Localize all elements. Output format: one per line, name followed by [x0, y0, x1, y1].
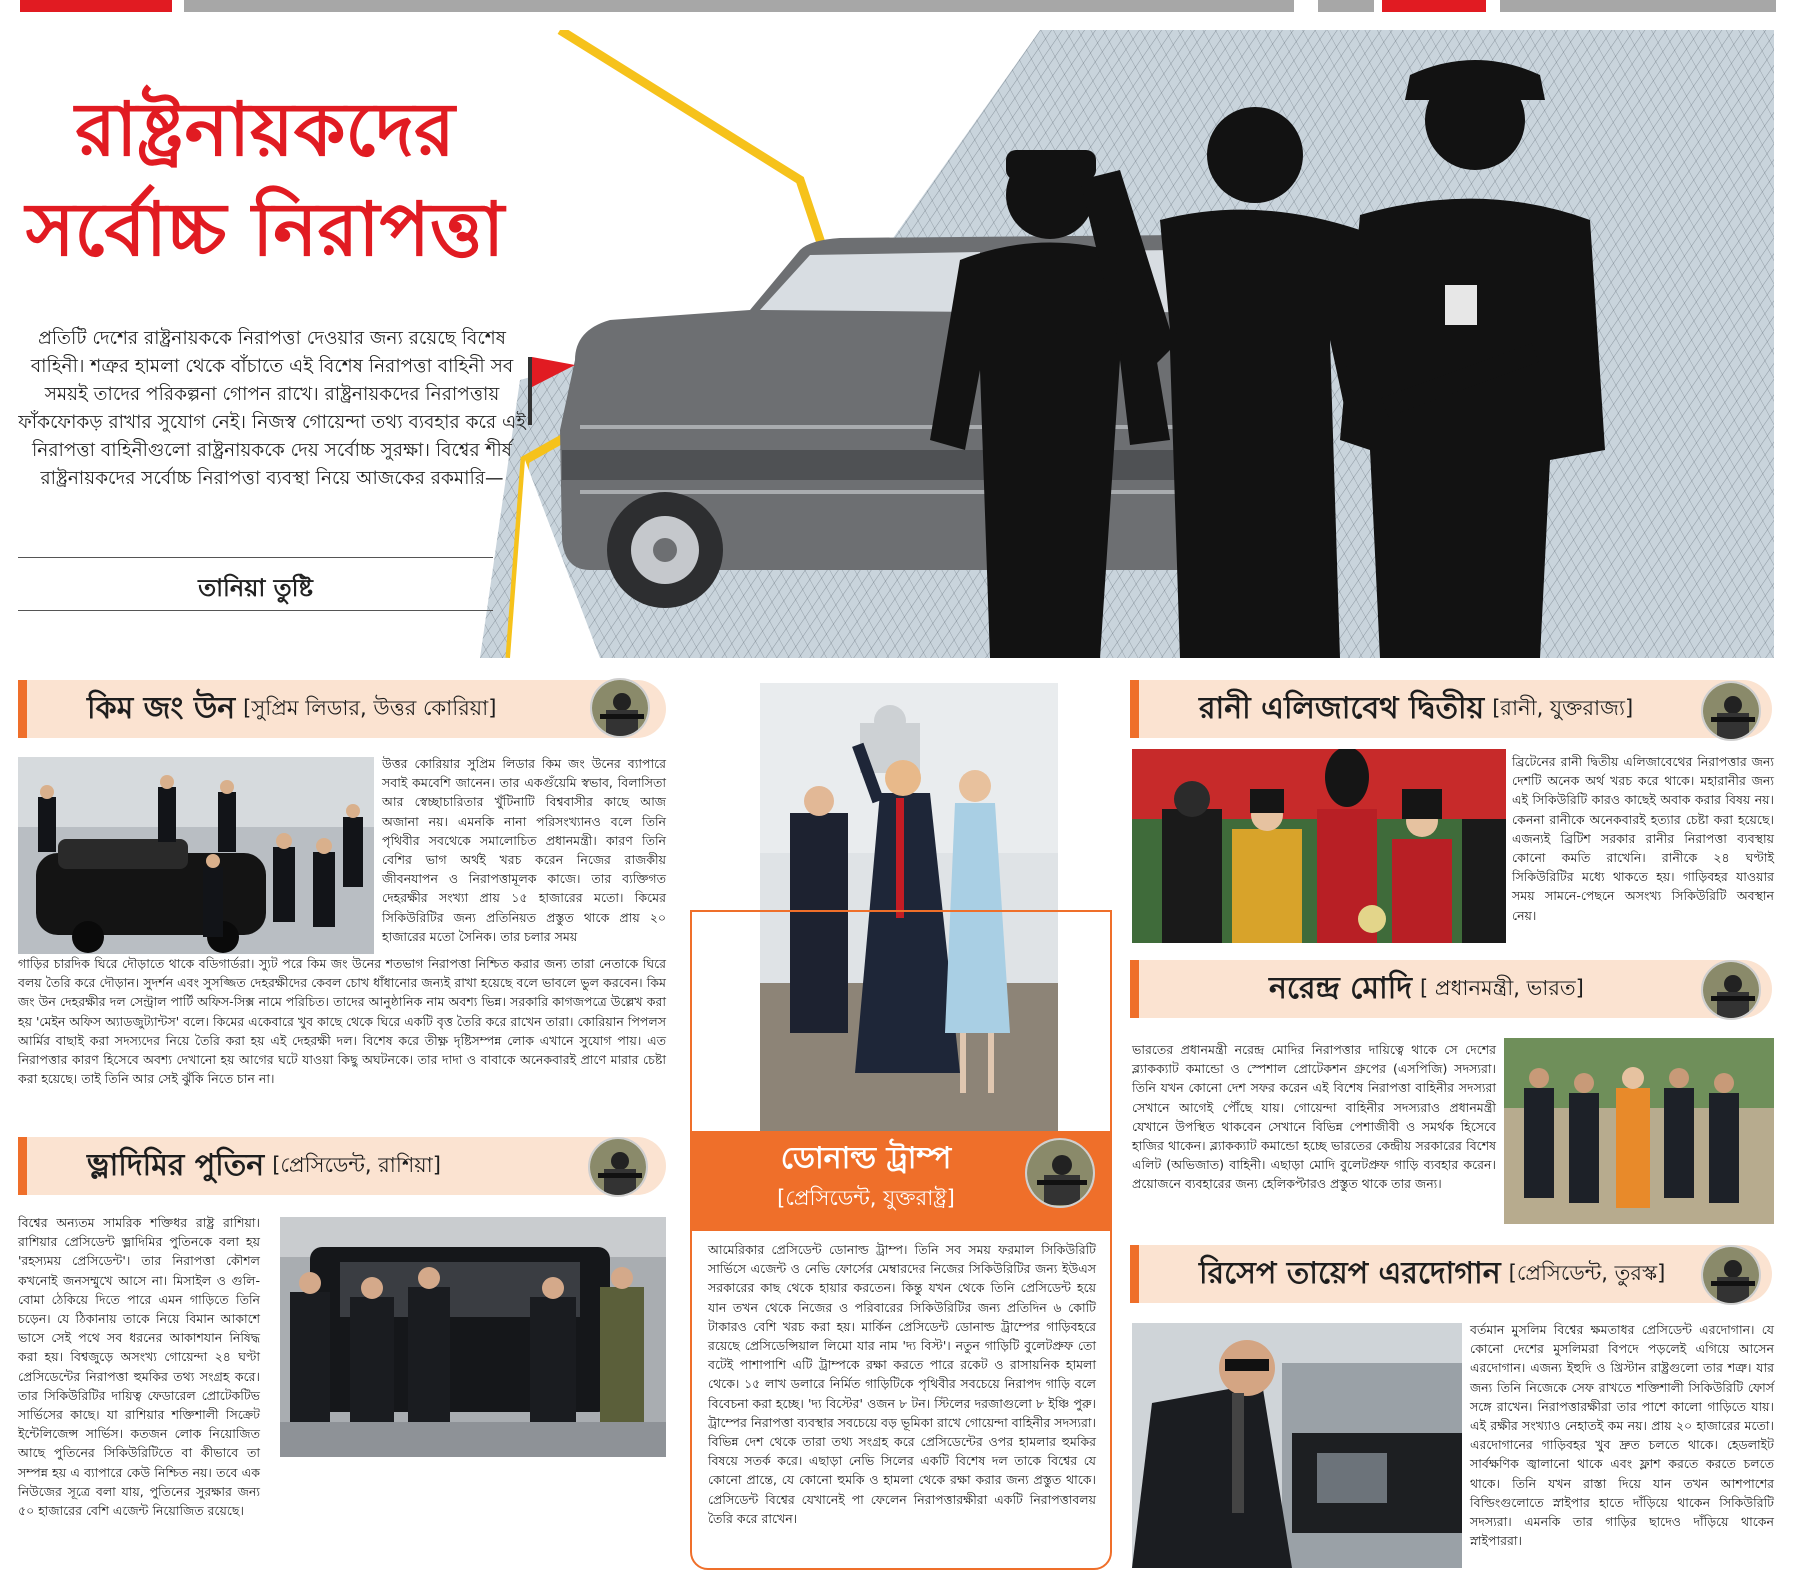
putin-header	[18, 1137, 666, 1195]
modi-role: [ প্রধানমন্ত্রী, ভারত]	[1420, 975, 1584, 1000]
kim-photo	[18, 757, 374, 954]
headline	[25, 80, 505, 280]
kim-header	[18, 680, 666, 738]
hero-illustration	[480, 30, 1774, 658]
headline-line-1: রাষ্ট্রনায়কদের	[75, 87, 455, 173]
elizabeth-name: রানী এলিজাবেথ দ্বিতীয়	[1199, 690, 1485, 726]
kim-role: [সুপ্রিম লিডার, উত্তর কোরিয়া]	[243, 695, 497, 720]
top-bar-red-right	[1382, 0, 1486, 12]
top-bar-grey-small	[1318, 0, 1374, 12]
elizabeth-photo	[1132, 749, 1506, 943]
modi-badge-icon	[1701, 960, 1761, 1020]
putin-text: বিশ্বের অন্যতম সামরিক শক্তিধর রাষ্ট্র রাশিয়া। রাশিয়ার প্রেসিডেন্ট ভ্লাদিমির পুতিনকে বলা হয় 'রহস্যময় প্রেসিডেন্ট'। তার নিরাপত্তা কৌশল কখনোই জনসম্মুখে আসে না। মিসাইল ও গুলি-বোমা ঠেকিয়ে দিতে পারে এমন গাড়িতে তিনি চড়েন। যে ঠিকানায় তাকে নিয়ে বিমান আকাশে ভাসে সেই পথে সব ধরনের আকাশযান নিষিদ্ধ করা হয়। বিশ্বজুড়ে অসংখ্য গোয়েন্দা ২৪ ঘণ্টা প্রেসিডেন্টের নিরাপত্তা হুমকির তথ্য সংগ্রহ করে। তার সিকিউরিটির দায়িত্ব ফেডারেল প্রোটেকটিভ সার্ভিসের কাছে। যা রাশিয়ার শক্তিশালী সিক্রেট ইন্টেলিজেন্স সার্ভিস। কতজন লোক নিয়োজিত আছে পুতিনের সিকিউরিটিতে বা কীভাবে তা সম্পন্ন হয় এ ব্যাপারে কেউ নিশ্চিত নয়। তবে এক নিউজের সূত্রে বলা যায়, পুতিনের সুরক্ষার জন্য ৫০ হাজারের বেশি এজেন্ট নিয়োজিত রয়েছে।	[18, 1215, 260, 1519]
trump-role: [প্রেসিডেন্ট, যুক্তরাষ্ট্র]	[777, 1186, 955, 1210]
divider-top	[18, 557, 493, 558]
modi-text: ভারতের প্রধানমন্ত্রী নরেন্দ্র মোদির নিরাপত্তার দায়িত্বে থাকে সে দেশের ব্ল্যাকক্যাট কমান্ডো ও স্পেশাল প্রোটেকশন গ্রুপের (এসপিজি) সদস্যরা। তিনি যখন কোনো দেশ সফর করেন এই বিশেষ নিরাপত্তা বাহিনীর সদস্যরা সেখানে আগেই পৌঁছে যায়। গোয়েন্দা বাহিনীর সদস্যরাও প্রধানমন্ত্রী যেখানে উপস্থিত থাকবেন সেখানে বিভিন্ন পেশাজীবী ও সমর্থক হিসেবে হাজির থাকেন। ব্ল্যাকক্যাট কমান্ডো হচ্ছে ভারতের কেন্দ্রীয় সরকারের বিশেষ এলিট (অভিজাত) বাহিনী। এছাড়া মোদি বুলেটপ্রুফ গাড়ি ব্যবহার করেন। প্রয়োজনে ব্যবহারের জন্য হেলিকপ্টারও প্রস্তুত থাকে তার জন্য।	[1132, 1042, 1496, 1192]
top-bar-red-left	[20, 0, 172, 12]
putin-name: ভ্লাদিমির পুতিন	[87, 1147, 265, 1183]
trump-text: আমেরিকার প্রেসিডেন্ট ডোনাল্ড ট্রাম্প। তিনি সব সময় ফরমাল সিকিউরিটি সার্ভিসে এজেন্ট ও নেভি ফোর্সের মেম্বারদের নিজের সিকিউরিটির জন্য ইউএস সরকারের কাছ থেকে হায়ার করতেন। কিন্তু যখন থেকে তিনি প্রেসিডেন্ট হয়ে যান তখন থেকে নিজের ও পরিবারের সিকিউরিটির জন্য প্রতিদিন ৬ কোটি টাকারও বেশি খরচ করা হয়। মার্কিন প্রেসিডেন্ট ডোনাল্ড ট্রাম্পের গাড়িবহরে রয়েছে প্রেসিডেন্সিয়াল লিমো যার নাম 'দ্য বিস্ট'। নতুন গাড়িটি বুলেটপ্রুফ তো বটেই পাশাপাশি এটি ট্রাম্পকে রক্ষা করতে পারে রকেট ও রাসায়নিক হামলা থেকে। ১৫ লাখ ডলারে নির্মিত গাড়িটিকে পৃথিবীর সবচেয়ে নিরাপদ গাড়ি বলে বিবেচনা করা হচ্ছে। 'দ্য বিস্টের' ওজন ৮ টন। স্টিলের দরজাগুলো ৮ ইঞ্চি পুরু। ট্রাম্পের নিরাপত্তা ব্যবস্থার সবচেয়ে বড় ভূমিকা রাখে গোয়েন্দা বাহিনীর সদস্যরা। বিভিন্ন দেশ থেকে তারা তথ্য সংগ্রহ করে প্রেসিডেন্টের ওপর হামলার হুমকির বিষয়ে সতর্ক করে। এছাড়া নেভি সিলের একটি বিশেষ দল তাকে বিশ্বের যে কোনো প্রান্তে, যে কোনো হুমকি ও হামলা থেকে রক্ষা করার জন্য প্রস্তুত থাকে। প্রেসিডেন্ট বিশ্বের যেখানেই পা ফেলেন নিরাপত্তারক্ষীরা একটি নিরাপত্তাবলয় তৈরি করে রাখেন।	[708, 1242, 1096, 1526]
kim-name: কিম জং উন	[87, 690, 236, 726]
putin-role: [প্রেসিডেন্ট, রাশিয়া]	[272, 1152, 441, 1177]
top-bar-grey-right	[1500, 0, 1776, 12]
modi-header	[1130, 960, 1772, 1018]
divider-bottom	[18, 610, 493, 611]
headline-line-2: সর্বোচ্চ নিরাপত্তা	[25, 187, 505, 273]
erdogan-role: [প্রেসিডেন্ট, তুরস্ক]	[1508, 1260, 1666, 1285]
erdogan-badge-icon	[1701, 1245, 1761, 1305]
kim-text-wide: গাড়ির চারদিক ঘিরে দৌড়াতে থাকে বডিগার্ডরা। স্যুট পরে কিম জং উনের শতভাগ নিরাপত্তা নিশ্চিত করার জন্য তারা নেতাকে ঘিরে বলয় তৈরি করে দৌড়ান। সুদর্শন এবং সুসজ্জিত দেহরক্ষীদের কেবল চোখ ধাঁধানোর জন্যই রাখা হয়েছে বলে ভাবলে ভুল করবেন। কিম জং উন দেহরক্ষীর দল সেন্ট্রাল পার্টি অফিস-সিক্স নামে পরিচিত। তাদের আনুষ্ঠানিক নাম অবশ্য ভিন্ন। সরকারি কাগজপত্রে উল্লেখ করা হয় 'মেইন অফিস অ্যাডজুট্যান্টস' বলে। কিমের একেবারে খুব কাছে থেকে ঘিরে একটি বৃত্ত তৈরি করে রাখেন তারা। কোরিয়ান পিপলস আর্মির বাছাই করা সদস্যদের নিয়ে তৈরি করা হয় এই দেহরক্ষী দল। বিশেষ করে তীক্ষ্ণ দৃষ্টিসম্পন্ন লোক এখানে সুযোগ পায়। এত নিরাপত্তার কারণ হিসেবে অবশ্য দেখানো হয় আগের ঘটে যাওয়া কিছু অঘটনকে। তার দাদা ও বাবাকে অনেকবারই প্রাণে মারার চেষ্টা করা হয়েছে। তাই তিনি আর সেই ঝুঁকি নিতে চান না।	[18, 956, 666, 1087]
elizabeth-text: ব্রিটেনের রানী দ্বিতীয় এলিজাবেথের নিরাপত্তার জন্য দেশটি অনেক অর্থ খরচ করে থাকে। মহারানীর জন্য এই সিকিউরিটি কারও কাছেই অবাক করার বিষয় নয়। কেননা রানীকে অনেকবারই হত্যার চেষ্টা করা হয়েছে। এজন্যই ব্রিটিশ সরকার রানীর নিরাপত্তা ব্যবস্থায় কোনো কমতি রাখেনি। রানীকে ২৪ ঘণ্টাই সিকিউরিটির মধ্যে থাকতে হয়। গাড়িবহর যাওয়ার সময় সামনে-পেছনে অসংখ্য সিকিউরিটি অবস্থান নেয়।	[1512, 754, 1774, 923]
trump-name: ডোনাল্ড ট্রাম্প	[780, 1141, 952, 1176]
top-bar-grey	[184, 0, 1294, 12]
modi-name: নরেন্দ্র মোদি	[1269, 970, 1413, 1006]
intro-paragraph: প্রতিটি দেশের রাষ্ট্রনায়ককে নিরাপত্তা দেওয়ার জন্য রয়েছে বিশেষ বাহিনী। শত্রুর হামলা থেকে বাঁচাতে এই বিশেষ নিরাপত্তা বাহিনী সব সময়ই তাদের পরিকল্পনা গোপন রাখে। রাষ্ট্রনায়কদের নিরাপত্তায় ফাঁকফোকড় রাখার সুযোগ নেই। নিজস্ব গোয়েন্দা তথ্য ব্যবহার করে এই নিরাপত্তা বাহিনীগুলো রাষ্ট্রনায়ককে দেয় সর্বোচ্চ সুরক্ষা। বিশ্বের শীর্ষ রাষ্ট্রনায়কদের সর্বোচ্চ নিরাপত্তা ব্যবস্থা নিয়ে আজকের রকমারি—	[18, 328, 526, 489]
modi-photo	[1504, 1038, 1774, 1224]
elizabeth-header	[1130, 680, 1772, 738]
byline: তানিয়া তুষ্টি	[198, 574, 313, 602]
trump-badge-icon	[1025, 1138, 1095, 1208]
kim-text-column: উত্তর কোরিয়ার সুপ্রিম লিডার কিম জং উনের ব্যাপারে সবাই কমবেশি জানেন। তার একগুঁয়েমি স্বভাব, বিলাসিতা আর স্বেচ্ছাচারিতার খুঁটিনাটি বিশ্ববাসীর কাছে আজ অজানা নয়। এমনকি নানা পরিসংখ্যানও বলে তিনি পৃথিবীর সবথেকে সমালোচিত প্রধানমন্ত্রী। কারণ তিনি বেশির ভাগ অর্থই খরচ করেন নিজের রাজকীয় জীবনযাপন ও নিরাপত্তামূলক কাজে। তার ব্যক্তিগত দেহরক্ষীর সংখ্যা প্রায় ১৫ হাজারের মতো। কিমের সিকিউরিটির জন্য প্রতিনিয়ত প্রস্তুত থাকে প্রায় ২০ হাজারের মতো সৈনিক। তার চলার সময়	[382, 756, 666, 944]
elizabeth-badge-icon	[1701, 681, 1761, 741]
erdogan-name: রিসেপ তায়েপ এরদোগান	[1199, 1255, 1501, 1291]
putin-badge-icon	[588, 1137, 648, 1197]
putin-photo	[280, 1217, 666, 1457]
kim-badge-icon	[590, 678, 650, 738]
erdogan-header	[1130, 1245, 1772, 1303]
erdogan-text: বর্তমান মুসলিম বিশ্বের ক্ষমতাধর প্রেসিডেন্ট এরদোগান। যে কোনো দেশের মুসলিমরা বিপদে পড়লেই এগিয়ে আসেন এরদোগান। এজন্য ইহুদি ও খ্রিস্টান রাষ্ট্রগুলো তার শত্রু। যার জন্য তিনি নিজেকে সেফ রাখতে শক্তিশালী সিকিউরিটি ফোর্স সঙ্গে রাখেন। নিরাপত্তারক্ষীরা তার পাশে কালো গাড়িতে যায়। এই রক্ষীর সংখ্যাও নেহাতই কম নয়। প্রায় ২০ হাজারের মতো। এরদোগানের গাড়িবহর খুব দ্রুত চলতে থাকে। হেডলাইট সার্বক্ষণিক জ্বালানো থাকে এবং ফ্লাশ করতে করতে চলতে থাকে। তিনি যখন রাস্তা দিয়ে যান তখন আশপাশের বিল্ডিংগুলোতে স্নাইপার হাতে দাঁড়িয়ে থাকেন সিকিউরিটি সদস্যরা। এমনকি তার গাড়ির ছাদেও দাঁড়িয়ে থাকেন স্নাইপাররা।	[1470, 1322, 1774, 1549]
erdogan-photo	[1132, 1323, 1462, 1568]
elizabeth-role: [রানী, যুক্তরাজ্য]	[1492, 695, 1634, 720]
